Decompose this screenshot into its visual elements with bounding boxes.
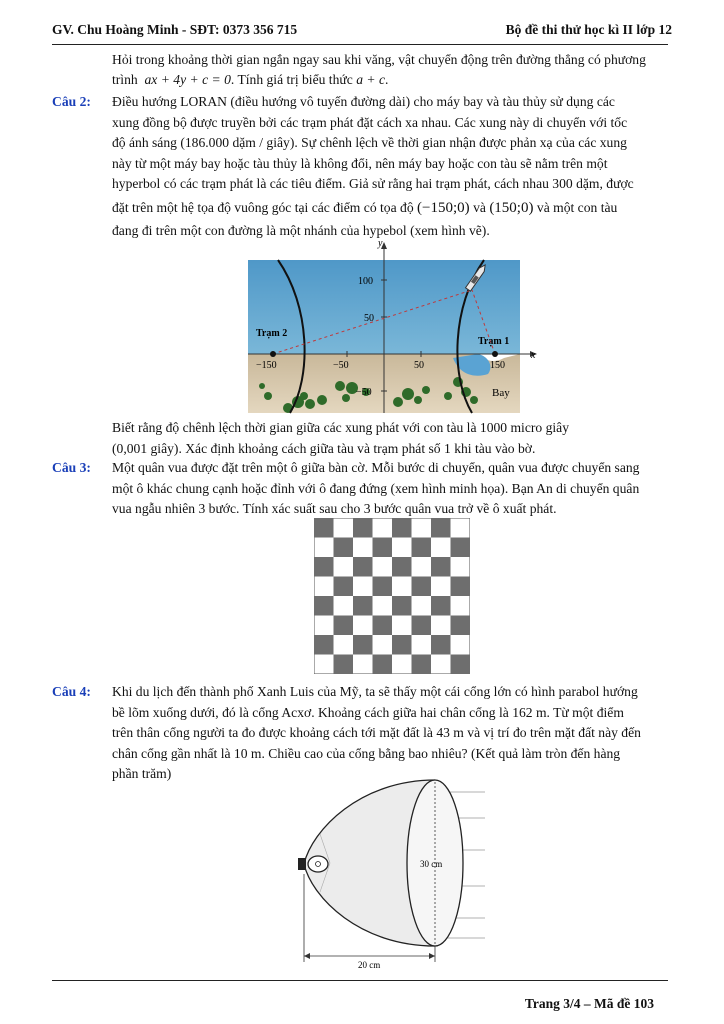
board-dark-square [431,635,451,655]
question-3-text [112,458,672,520]
board-dark-square [373,655,393,675]
y-tick-label: 100 [358,276,373,287]
question-label-3: Câu 3: [52,460,91,475]
board-dark-square [334,616,354,636]
q4-line: trên thân cổng người ta đo được khoảng cách tới mặt đất là 43 m và vị trí đo trên mặt đất này đến [112,725,641,740]
board-dark-square [412,538,432,558]
board-dark-square [314,635,334,655]
board-dark-square [314,596,334,616]
q2-line: xung đồng bộ được truyền bởi các trạm phát đặt cách xa nhau. Các xung này di chuyển với tốc [112,114,628,130]
y-tick-label: 50 [364,313,374,324]
q2-line: hyperbol có các trạm phát là các tiêu điểm. Giả sử rằng hai trạm phát, cách nhau 300 dặm, được [112,176,634,191]
question-4-text [112,682,672,785]
height-label: 30 cm [420,859,443,869]
x-axis-label: x [531,350,536,361]
q2-followup-line: Biết rằng độ chênh lệch thời gian giữa các xung phát với con tàu là 1000 micro giây [112,420,569,435]
board-dark-square [392,596,412,616]
board-dark-square [412,655,432,675]
header-rule [52,44,668,45]
y-tick-label: −50 [356,387,372,398]
y-axis-label: y [378,238,383,249]
board-dark-square [451,616,471,636]
board-dark-square [353,557,373,577]
board-dark-square [373,616,393,636]
board-dark-square [334,655,354,675]
board-dark-square [353,635,373,655]
point-1: (−150;0) [417,199,470,216]
board-dark-square [314,518,334,538]
page-footer: Trang 3/4 – Mã đề 103 [524,996,654,1011]
bulb-icon [298,856,328,872]
board-dark-square [431,596,451,616]
station-2-label: Trạm 2 [256,328,288,339]
q3-line: một ô khác chung cạnh hoặc đỉnh với ô đang đứng (xem hình minh họa). Bạn An di chuyển quân [112,480,640,496]
x-tick-label: 150 [490,360,505,371]
x-tick-label: −150 [256,360,277,371]
intro-line-2: trình ax + 4y + c = 0. Tính giá trị biểu thức a + c. [112,72,389,87]
board-dark-square [451,577,471,597]
board-dark-square [373,538,393,558]
q4-line: bề lõm xuống dưới, đó là cổng Acxơ. Khoảng cách giữa hai chân cổng là 162 m. Từ một điểm [112,704,624,720]
question-2-text [112,92,672,241]
board-dark-square [353,518,373,538]
board-dark-square [451,538,471,558]
q2-line: này từ một máy bay hoặc tàu thủy là không đổi, nên máy bay hoặc con tàu sẽ nằm trên một [112,155,608,171]
board-dark-square [334,577,354,597]
board-dark-square [314,557,334,577]
board-dark-square [392,557,412,577]
q3-line: Một quân vua được đặt trên một ô giữa bàn cờ. Mỗi bước di chuyển, quân vua được chuyển sang [112,460,640,475]
header-title: Bộ đề thi thử học kì II lớp 12 [505,22,672,37]
q2-line: Điều hướng LORAN (điều hướng vô tuyến đường dài) cho máy bay và tàu thủy sử dụng các [112,94,615,109]
q2-line: độ ánh sáng (186.000 dặm / giây). Sự chênh lệch về thời gian nhận được phản xạ của các xung [112,135,627,150]
x-tick-label: −50 [333,360,349,371]
parabolic-reflector-figure [290,778,490,974]
loran-figure [248,236,548,414]
depth-label: 20 cm [358,960,381,970]
board-dark-square [412,577,432,597]
board-dark-square [412,616,432,636]
station-1-label: Trạm 1 [478,336,510,347]
chessboard [314,518,470,674]
board-dark-square [392,518,412,538]
q3-line: vua ngẫu nhiên 3 bước. Tính xác suất sau cho 3 bước quân vua trở về ô xuất phát. [112,501,557,516]
question-2-followup [112,418,672,459]
question-label-4: Câu 4: [52,684,91,699]
q4-line: chân cổng gần nhất là 10 m. Chiều cao của cổng bằng bao nhiêu? (Kết quả làm tròn đến hàng [112,745,621,761]
bay-label: Bay [492,387,510,399]
q4-line: Khi du lịch đến thành phố Xanh Luis của Mỹ, ta sẽ thấy một cái cổng lớn có hình parabol hướng [112,684,638,699]
board-dark-square [451,655,471,675]
board-dark-square [392,635,412,655]
board-dark-square [334,538,354,558]
q2-line: đang đi trên một con đường là một nhánh của hypebol (xem hình vẽ). [112,222,490,238]
expression: a + c [356,72,385,87]
intro-line-1: Hỏi trong khoảng thời gian ngắn ngay sau khi văng, vật chuyển động trên đường thẳng có phương [112,52,646,67]
board-dark-square [353,596,373,616]
footer-rule [52,980,668,981]
question-label-2: Câu 2: [52,94,91,109]
board-dark-square [373,577,393,597]
station-2-point [270,351,276,357]
station-1-point [492,351,498,357]
x-tick-label: 50 [414,360,424,371]
board-dark-square [431,518,451,538]
page-header [52,22,672,42]
equation: ax + 4y + c = 0 [144,72,231,87]
point-2: (150;0) [489,199,534,216]
header-author: GV. Chu Hoàng Minh - SĐT: 0373 356 715 [52,22,298,37]
q2-followup-line: (0,001 giây). Xác định khoảng cách giữa tàu và trạm phát số 1 khi tàu vào bờ. [112,440,536,456]
board-dark-square [431,557,451,577]
q4-line: phần trăm) [112,766,172,781]
q2-line: đặt trên một hệ tọa độ vuông góc tại các điểm có tọa độ (−150;0) và (150;0) và một con tàu [112,199,618,216]
